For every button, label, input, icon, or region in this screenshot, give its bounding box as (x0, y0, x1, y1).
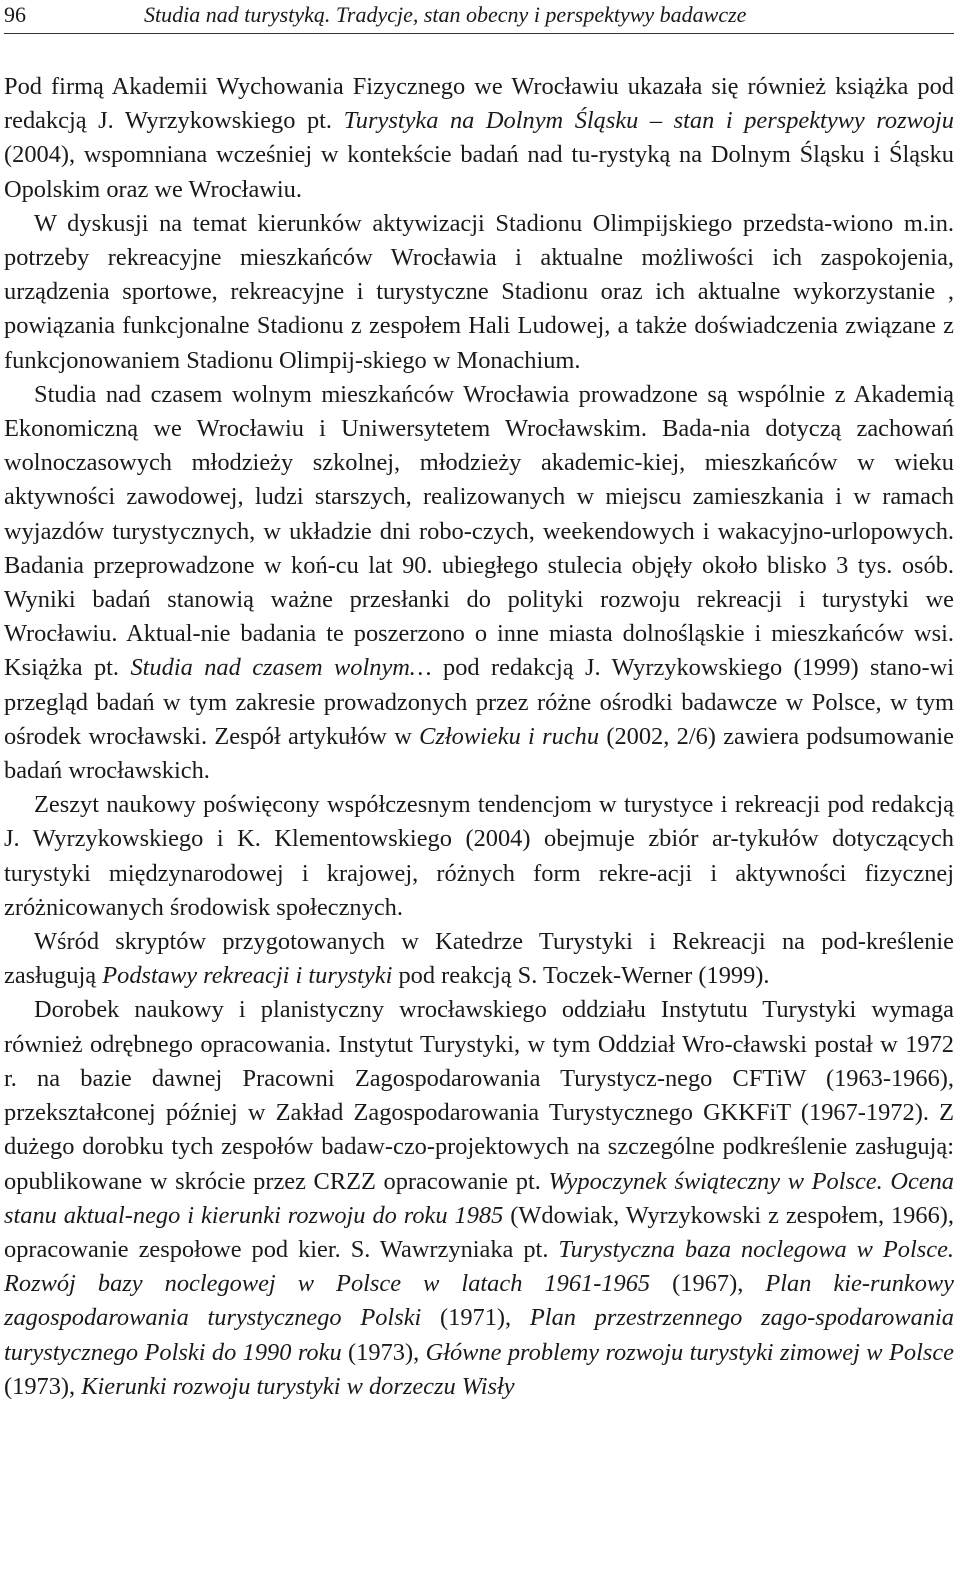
italic-title-text: Główne problemy rozwoju turystyki zimowej w Polsce (425, 1338, 954, 1366)
page-number: 96 (4, 2, 26, 27)
paragraph-5 (4, 925, 954, 993)
paragraph-text: pod redakcją J. Wyrzykowskiego (1999) stano-wi przegląd badań w tym zakresie prowadzonych przez różne ośrodki badawcze w Polsce, w tym ośrodek wrocławski. Zespół artykułów w (4, 654, 954, 750)
paragraph-text: (1971), (421, 1304, 530, 1332)
italic-title-text: Turystyka na Dolnym Śląsku – stan i perspektywy rozwoju (343, 107, 955, 135)
italic-title-text: Turystyczna baza noclegowa w Polsce. Rozwój bazy noclegowej w Polsce w latach 1961-1965 (4, 1235, 954, 1298)
paragraph-text: (2004), wspomniana wcześniej w kontekście badań nad tu-rystyką na Dolnym Śląsku i Śląsku Opolskim oraz we Wrocławiu. (4, 141, 954, 203)
running-title: Studia nad turystyką. Tradycje, stan obecny i perspektywy badawcze (144, 2, 747, 27)
italic-title-text: Kierunki rozwoju turystyki w dorzeczu Wisły (81, 1372, 515, 1400)
italic-title-text: Studia nad czasem wolnym… (130, 654, 432, 682)
paragraph-6 (4, 993, 954, 1403)
paragraph-4 (4, 788, 954, 925)
paragraph-text: pod reakcją S. Toczek-Werner (1999). (392, 962, 770, 990)
paragraph-text: (1973), (4, 1372, 82, 1400)
paragraph-text: (1967), (650, 1270, 766, 1298)
italic-title-text: Wypoczynek świąteczny w Polsce. Ocena stanu aktual-nego i kierunki rozwoju do roku 1985 (4, 1167, 954, 1229)
paragraph-text: Zeszyt naukowy poświęcony współczesnym tendencjom w turystyce i rekreacji pod redakcją J. Wyrzykowskiego i K. Klementowskiego (2004) obejmuje zbiór ar-tykułów dotyczących turystyki międzynarodowej i krajowej, różnych form rekre-acji i aktywności fizycznej zróżnicowanych środowisk społecznych. (4, 791, 954, 921)
paragraph-text: W dyskusji na temat kierunków aktywizacji Stadionu Olimpijskiego przedsta-wiono m.in. potrzeby rekreacyjne mieszkańców Wrocławia i aktualne możliwości ich zaspokojenia, urządzenia sportowe, rekreacyjne i turystyczne Stadionu oraz ich aktualne wykorzystanie , powiązania funkcjonalne Stadionu z zespołem Hali Ludowej, a także doświadczenia związane z funkcjonowaniem Stadionu Olimpij-skiego w Monachium. (4, 209, 954, 374)
paragraph-text: Pod firmą Akademii Wychowania Fizycznego we Wrocławiu ukazała się również książka pod redakcją J. Wyrzykowskiego pt. (4, 73, 954, 135)
italic-title-text: Plan kie-runkowy zagospodarowania turystycznego Polski (4, 1270, 955, 1332)
paragraph-3 (4, 378, 954, 788)
paragraph-text: (2002, 2/6) zawiera podsumowanie badań wrocławskich. (4, 722, 955, 785)
paragraph-text: Studia nad czasem wolnym mieszkańców Wrocławia prowadzone są wspólnie z Akademią Ekonomiczną we Wrocławiu i Uniwersytetem Wrocławskim. Bada-nia dotyczą zachowań wolnoczasowych młodzieży szkolnej, młodzieży akademic-kiej, mieszkańców w wieku aktywności zawodowej, ludzi starszych, realizowanych w miejscu zamieszkania i w ramach wyjazdów turystycznych, w układzie dni robo-czych, weekendowych i wakacyjno-urlopowych. Badania przeprowadzone w koń-cu lat 90. ubiegłego stulecia objęły około blisko 3 tys. osób. Wyniki badań stanowią ważne przesłanki do polityki rozwoju rekreacji i turystyki we Wrocławiu. Aktual-nie badania te poszerzono o inne miasta dolnośląskie i mieszkańców wsi. Książka pt. (4, 380, 954, 682)
italic-title-text: Podstawy rekreacji i turystyki (102, 962, 393, 990)
italic-title-text: Plan przestrzennego zago-spodarowania turystycznego Polski do 1990 roku (4, 1304, 954, 1366)
body-text (4, 70, 954, 1404)
paragraph-text: (1973), (341, 1338, 426, 1366)
paragraph-2 (4, 207, 954, 378)
paragraph-1 (4, 70, 954, 207)
paragraph-text: Wśród skryptów przygotowanych w Katedrze Turystyki i Rekreacji na pod-kreślenie zasługują (4, 928, 954, 990)
italic-title-text: Człowieku i ruchu (419, 722, 600, 750)
paragraph-text: Dorobek naukowy i planistyczny wrocławskiego oddziału Instytutu Turystyki wymaga również odrębnego opracowania. Instytut Turystyki, w tym Oddział Wro-cławski postał w 1972 r. na bazie dawnej Pracowni Zagospodarowania Turystycz-nego CFTiW (1963-1966), przekształconej później w Zakład Zagospodarowania Turystycznego GKKFiT (1967-1972). Z dużego dorobku tych zespołów badaw-czo-projektowych na szczególne podkreślenie zasługują: opublikowane w skrócie przez CRZZ opracowanie pt. (4, 996, 954, 1195)
running-header (4, 0, 954, 34)
paragraph-text: (Wdowiak, Wyrzykowski z zespołem, 1966), opracowanie zespołowe pod kier. S. Wawrzyniaka pt. (4, 1201, 954, 1263)
